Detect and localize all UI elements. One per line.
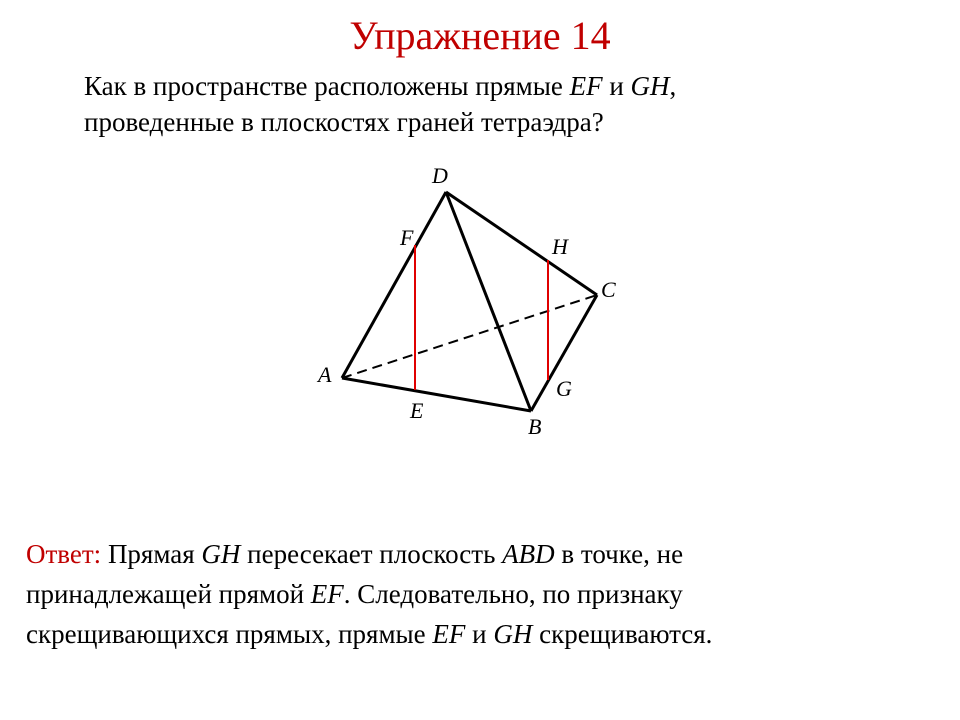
label-B: B — [528, 414, 542, 439]
question-line-gh: GH — [630, 71, 670, 101]
answer-line-gh: GH — [201, 539, 241, 569]
answer-part: в точке, не — [554, 539, 684, 569]
answer-part: и — [465, 619, 494, 649]
edge-DC — [446, 192, 597, 295]
answer-line-ef: EF — [432, 619, 466, 649]
question-part: и — [602, 71, 631, 101]
label-E: E — [410, 398, 424, 423]
answer-label: Ответ: — [26, 539, 102, 569]
edge-AB — [342, 378, 531, 411]
label-A: A — [318, 362, 332, 387]
answer-part: пересекает плоскость — [240, 539, 503, 569]
label-D: D — [432, 163, 448, 188]
label-F: F — [400, 225, 414, 250]
edge-AD — [342, 192, 446, 378]
answer-part: принадлежащей прямой — [26, 579, 311, 609]
label-C: C — [601, 277, 616, 302]
question-line2: проведенные в плоскостях граней тетраэдра? — [84, 107, 604, 137]
question-line-ef: EF — [569, 71, 603, 101]
answer-line-gh: GH — [493, 619, 533, 649]
slide-title: Упражнение 14 — [349, 13, 611, 58]
label-H: H — [552, 234, 568, 259]
answer-plane-abd: ABD — [502, 539, 555, 569]
question-part: Как в пространстве расположены прямые — [84, 71, 570, 101]
answer-line-ef: EF — [310, 579, 344, 609]
answer-part: Прямая — [101, 539, 202, 569]
edge-DB — [446, 192, 531, 411]
answer-part: скрещиваются. — [532, 619, 713, 649]
answer-text — [26, 534, 946, 654]
label-G: G — [556, 376, 572, 401]
answer-part: скрещивающихся прямых, прямые — [26, 619, 433, 649]
question-part: , — [669, 71, 677, 101]
answer-part: . Следовательно, по признаку — [343, 579, 683, 609]
